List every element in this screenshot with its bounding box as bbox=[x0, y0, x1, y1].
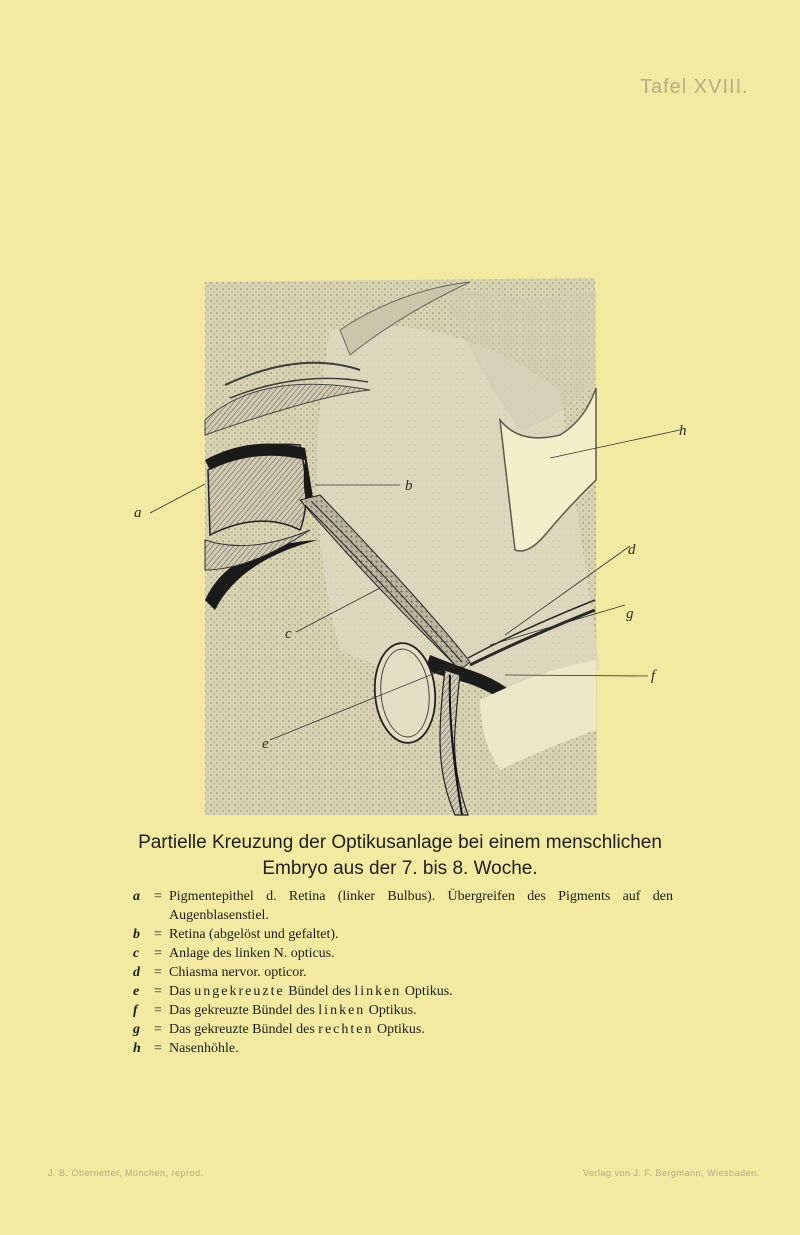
legend-text: Chiasma nervor. opticor. bbox=[169, 965, 307, 980]
legend-text: Nasenhöhle. bbox=[169, 1041, 239, 1056]
label-a: a bbox=[134, 505, 142, 521]
legend-item-h bbox=[133, 1039, 673, 1058]
caption-line-2: Embryo aus der 7. bis 8. Woche. bbox=[262, 858, 538, 879]
label-g: g bbox=[626, 606, 634, 622]
legend-key: a bbox=[133, 889, 140, 904]
legend-key: e bbox=[133, 984, 140, 999]
legend-text-spaced: linken bbox=[318, 1003, 366, 1018]
legend-text bbox=[169, 1020, 673, 1039]
caption-line-1: Partielle Kreuzung der Optikusanlage bei einem menschlichen bbox=[138, 832, 662, 853]
legend-eq: = bbox=[154, 965, 162, 980]
legend-item-c bbox=[133, 944, 673, 963]
legend-eq: = bbox=[154, 984, 162, 999]
label-e: e bbox=[262, 736, 269, 752]
label-b: b bbox=[405, 478, 413, 494]
publisher-credit: Verlag von J. F. Bergmann, Wiesbaden. bbox=[583, 1168, 760, 1178]
legend bbox=[133, 887, 673, 1058]
legend-text-part: Optikus. bbox=[365, 1003, 417, 1018]
legend-text-part: Optikus. bbox=[373, 1022, 425, 1037]
leader-a bbox=[150, 484, 205, 513]
label-c: c bbox=[285, 626, 292, 642]
legend-text: Pigmentepithel d. Retina (linker Bulbus). Übergreifen des Pigments auf den Augenblasenstiel. bbox=[169, 889, 673, 923]
legend-item-b bbox=[133, 925, 673, 944]
label-h: h bbox=[679, 423, 687, 439]
legend-key: h bbox=[133, 1041, 141, 1056]
printer-credit: J. B. Obernetter, München, reprod. bbox=[48, 1168, 204, 1178]
legend-text: Retina (abgelöst und gefaltet). bbox=[169, 927, 339, 942]
legend-text: Anlage des linken N. opticus. bbox=[169, 946, 335, 961]
legend-key: d bbox=[133, 965, 140, 980]
figure-caption bbox=[0, 830, 800, 882]
legend-text-part: Das gekreuzte Bündel des bbox=[169, 1022, 319, 1037]
legend-eq: = bbox=[154, 946, 162, 961]
legend-eq: = bbox=[154, 1041, 162, 1056]
legend-text-part: Das bbox=[169, 984, 195, 999]
legend-text-part: Optikus. bbox=[401, 984, 453, 999]
legend-eq: = bbox=[154, 1003, 162, 1018]
legend-key: c bbox=[133, 946, 140, 961]
legend-text-spaced: ungekreuzte bbox=[194, 984, 285, 999]
legend-item-a bbox=[133, 887, 673, 925]
label-d: d bbox=[628, 542, 636, 558]
legend-item-e bbox=[133, 982, 673, 1001]
legend-eq: = bbox=[154, 1022, 162, 1037]
legend-key: g bbox=[133, 1022, 140, 1037]
histology-figure bbox=[0, 270, 800, 820]
embryo-section-illustration bbox=[0, 270, 800, 820]
legend-text bbox=[169, 982, 673, 1001]
plate-title: Tafel XVIII. bbox=[640, 76, 749, 98]
label-f: f bbox=[651, 668, 656, 684]
legend-key: b bbox=[133, 927, 140, 942]
legend-key: f bbox=[133, 1003, 138, 1018]
legend-item-d bbox=[133, 963, 673, 982]
legend-eq: = bbox=[154, 889, 162, 904]
legend-item-f bbox=[133, 1001, 673, 1020]
legend-item-g bbox=[133, 1020, 673, 1039]
legend-text bbox=[169, 1001, 673, 1020]
legend-text-part: Das gekreuzte Bündel des bbox=[169, 1003, 319, 1018]
legend-eq: = bbox=[154, 927, 162, 942]
legend-text-spaced: linken bbox=[354, 984, 402, 999]
legend-text-part: Bündel des bbox=[284, 984, 355, 999]
legend-text-spaced: rechten bbox=[318, 1022, 374, 1037]
